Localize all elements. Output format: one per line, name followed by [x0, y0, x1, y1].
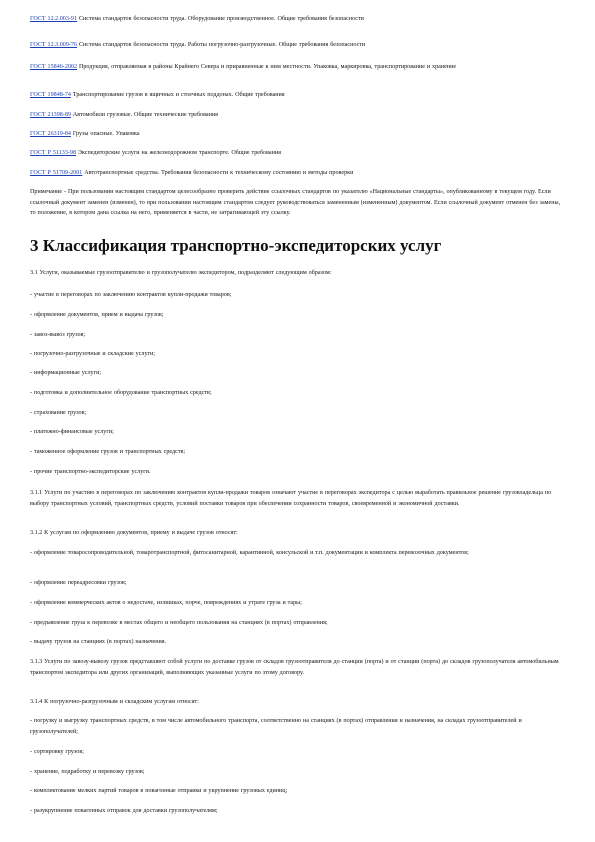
note-paragraph: Примечание - При пользовании настоящим стандартом целесообразно проверить действие ссылочных стандартов по указателю «Национальные стандарты», опубликованному в текущем году. Если ссылочный документ заменен (изменен), то при пользовании настоящим стандартом следует руководствоваться замененным (измененным) документом. Если ссылочный документ отменен без замены, то положение, в котором дана ссылка на него, применяется в части, не затрагивающей эту ссылку.	[30, 189, 561, 216]
ref-line	[30, 110, 565, 121]
ref-line	[30, 90, 565, 101]
list-item: - выдачу грузов на станциях (в портах) назначения.	[30, 639, 167, 645]
ref-title: Система стандартов безопасности труда. Оборудование производственное. Общие требования безопасности	[78, 16, 364, 22]
ref-link[interactable]: ГОСТ 26319-84	[30, 131, 71, 137]
ref-line	[30, 40, 565, 51]
section-title: 3 Классификация транспортно-экспедиторских услуг	[30, 236, 442, 255]
ref-link[interactable]: ГОСТ 19848-74	[30, 92, 71, 98]
ref-title: Автомобили грузовые. Общие технические требования	[72, 112, 218, 118]
ref-title: Экспедиторские услуги на железнодорожном транспорте. Общие требования	[77, 150, 281, 156]
paragraph: 3.1.2 К услугам по оформлению документов, приему и выдаче грузов относят:	[30, 530, 238, 536]
list-item: - хранение, подработку и перевозку грузов;	[30, 769, 145, 775]
paragraph: 3.1 Услуги, оказываемые грузоотправителю и грузополучателю экспедитором, подразделяют следующим образом:	[30, 270, 332, 276]
ref-title: Продукция, отправляемая в районы Крайнего Севера и приравненные к ним местности. Упаковка, маркировка, транспортирование и хранение	[78, 64, 457, 70]
ref-title: Автотранспортные средства. Требования безопасности к техническому состоянию и методы проверки	[84, 170, 354, 176]
list-item: - прочие транспортно-экспедиторские услуги.	[30, 469, 151, 475]
ref-link[interactable]: ГОСТ Р 51133-98	[30, 150, 76, 156]
ref-title: Грузы опасные. Упаковка	[72, 131, 140, 137]
ref-link[interactable]: ГОСТ 12.2.003-91	[30, 16, 78, 22]
paragraph: 3.1.3 Услуги по завозу-вывозу грузов представляют собой услуги по доставке грузов от складов грузоотправителя до станции (порта) и от станции (порта) до складов грузополучателя автомобильным транспортом экспедитора или других организаций, выполняющих указанные услуги по этому договору.	[30, 659, 559, 676]
ref-line	[30, 129, 565, 140]
list-item: - оформление документов, прием и выдача грузов;	[30, 312, 164, 318]
list-item: - платежно-финансовые услуги;	[30, 429, 114, 435]
list-item: - предъявление груза к перевозке в местах общего и необщего пользования на станциях (в портах) отправления;	[30, 620, 328, 626]
list-item: - оформление коммерческих актов о недостаче, излишках, порче, повреждениях и утрате груза и тары;	[30, 600, 302, 606]
list-item: - завоз-вывоз грузов;	[30, 332, 86, 338]
paragraph: 3.1.4 К погрузочно-разгрузочным и складским услугам относят:	[30, 699, 199, 705]
list-item: - информационные услуги;	[30, 370, 102, 376]
list-item: - сортировку грузов;	[30, 749, 84, 755]
list-item: - участие в переговорах по заключению контрактов купли-продажи товаров;	[30, 292, 232, 298]
list-item: - разукрупнение повагонных отправок для доставки грузополучателям;	[30, 808, 218, 814]
list-item: - погрузочно-разгрузочные и складские услуги;	[30, 351, 155, 357]
ref-line	[30, 168, 565, 179]
list-item: - подготовка и дополнительное оборудование транспортных средств;	[30, 390, 212, 396]
ref-link[interactable]: ГОСТ 12.3.009-76	[30, 42, 78, 48]
ref-title: Транспортирование грузов в ящичных и стоечных поддонах. Общие требования	[72, 92, 285, 98]
list-item: - таможенное оформление грузов и транспортных средств;	[30, 449, 186, 455]
list-item: - погрузку и выгрузку транспортных средств, в том числе автомобильного транспорта, соответственно на станциях (в портах) отправления и назначения, на складах грузоотправителей и грузополучателей;	[30, 718, 522, 735]
ref-link[interactable]: ГОСТ Р 51709-2001	[30, 170, 83, 176]
ref-line	[30, 62, 565, 73]
paragraph: 3.1.1 Услуги по участию в переговорах по заключению контрактов купли-продажи товаров означают участие в переговорах экспедитора с целью выработать правильное решение грузовладельца по выбору транспортных условий, транспортных средств, условий поставки товаров при обеспечении сохранности товаров, своевременной и экономичной доставки.	[30, 490, 552, 507]
ref-line	[30, 148, 565, 159]
ref-link[interactable]: ГОСТ 15846-2002	[30, 64, 78, 70]
ref-title: Система стандартов безопасности труда. Работы погрузочно-разгрузочные. Общие требования безопасности	[78, 42, 366, 48]
list-item: - оформление переадресовки грузов;	[30, 580, 127, 586]
list-item: - комплектование мелких партий товаров в повагонные отправки и укрупнение грузовых единиц;	[30, 788, 288, 794]
list-item: - оформление товаросопроводительной, товаротранспортной, фитосанитарной, карантинной, консульской и т.п. документации и комплекта перевозочных документов;	[30, 550, 469, 556]
ref-line	[30, 14, 565, 25]
list-item: - страхование грузов;	[30, 410, 87, 416]
ref-link[interactable]: ГОСТ 21398-89	[30, 112, 71, 118]
